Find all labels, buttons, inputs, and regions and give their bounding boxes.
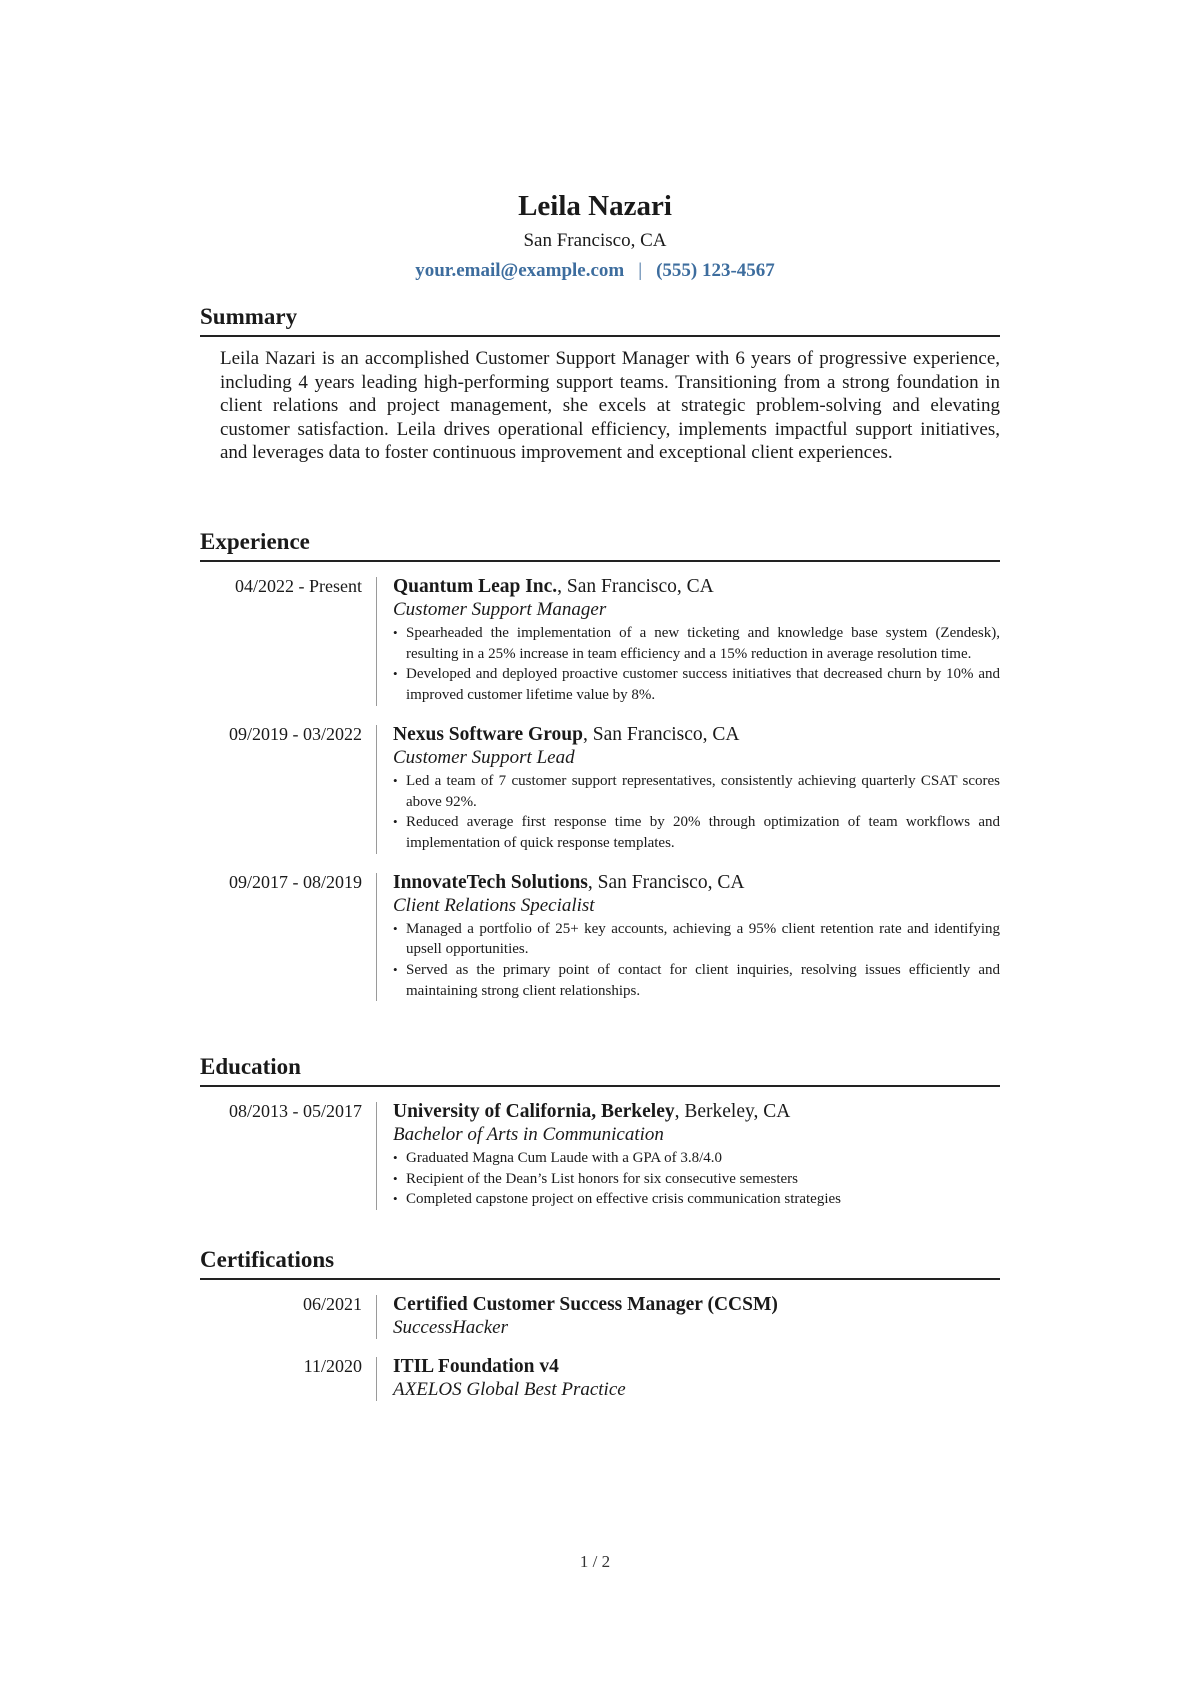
entry-role: Bachelor of Arts in Communication (393, 1124, 664, 1145)
organization-location: , San Francisco, CA (587, 871, 745, 893)
entry-role: Client Relations Specialist (393, 894, 595, 916)
education-entry (200, 1100, 1000, 1210)
entry-date: 06/2021 (302, 1294, 362, 1314)
bullet-item: • Graduated Magna Cum Laude with a GPA of 3.8/4.0 (393, 1148, 1000, 1169)
entry-date: 09/2019 - 03/2022 (229, 723, 362, 744)
certification-entry (200, 1355, 1000, 1401)
email-link[interactable]: your.email@example.com (415, 260, 625, 281)
bullet-item: • Developed and deployed proactive customer success initiatives that decreased churn by 10% and improved customer lifetime value by 8%. (393, 664, 1000, 705)
certification-name: Certified Customer Success Manager (CCSM) (393, 1294, 778, 1315)
certification-name: ITIL Foundation v4 (393, 1356, 559, 1377)
entry-bullets (393, 919, 1000, 1002)
entry-organization (393, 1100, 1000, 1123)
bullet-item: • Spearheaded the implementation of a new ticketing and knowledge base system (Zendesk), resulting in a 25% increase in team efficiency and a 15% reduction in average resolution time. (393, 623, 1000, 664)
education-section (200, 1053, 1000, 1210)
section-title-certifications: Certifications (200, 1246, 1000, 1280)
candidate-location: San Francisco, CA (523, 230, 667, 251)
entry-organization (393, 575, 1000, 598)
organization-name: University of California, Berkeley (393, 1101, 675, 1122)
entry-role: Customer Support Lead (393, 746, 575, 768)
organization-location: , Berkeley, CA (674, 1101, 791, 1122)
entry-organization (393, 723, 1000, 746)
candidate-name: Leila Nazari (518, 190, 672, 222)
organization-name: InnovateTech Solutions (393, 871, 588, 893)
organization-location: , San Francisco, CA (557, 576, 714, 597)
section-title-summary: Summary (200, 303, 1000, 337)
certification-issuer: SuccessHacker (393, 1317, 509, 1338)
organization-name: Quantum Leap Inc. (393, 576, 558, 597)
page-number: 1 / 2 (579, 1552, 611, 1571)
bullet-item: • Completed capstone project on effective crisis communication strategies (393, 1189, 1000, 1210)
entry-date: 04/2022 - Present (235, 576, 362, 596)
entry-date: 08/2013 - 05/2017 (229, 1101, 362, 1121)
organization-name: Nexus Software Group (393, 723, 583, 745)
entry-date: 09/2017 - 08/2019 (229, 871, 362, 892)
certification-issuer: AXELOS Global Best Practice (393, 1379, 626, 1400)
entry-bullets (393, 771, 1000, 854)
entry-role: Customer Support Manager (393, 599, 607, 620)
certification-entry (200, 1293, 1000, 1339)
bullet-item: • Reduced average first response time by 20% through optimization of team workflows and implementation of quick response templates. (393, 812, 1000, 853)
entry-date: 11/2020 (303, 1356, 362, 1376)
contact-separator: | (638, 260, 643, 281)
entry-organization (393, 871, 1000, 894)
contact-line (0, 258, 1190, 284)
experience-entry (200, 575, 1000, 706)
certifications-section (200, 1246, 1000, 1401)
bullet-item: • Served as the primary point of contact for client inquiries, resolving issues efficiently and maintaining strong client relationships. (393, 960, 1000, 1001)
entry-bullets (393, 1148, 1000, 1210)
phone-link[interactable]: (555) 123-4567 (656, 260, 775, 281)
experience-section (200, 528, 1000, 1001)
bullet-item: • Led a team of 7 customer support representatives, consistently achieving quarterly CSAT scores above 92%. (393, 771, 1000, 812)
experience-entry (200, 723, 1000, 854)
organization-location: , San Francisco, CA (582, 723, 740, 745)
summary-section (200, 303, 1000, 465)
summary-text: Leila Nazari is an accomplished Customer Support Manager with 6 years of progressive experience, including 4 years leading high-performing support teams. Transitioning from a strong foundation in client relations and project management, she excels at strategic problem-solving and elevating customer satisfaction. Leila drives operational efficiency, implements impactful support initiatives, and leverages data to foster continuous improvement and exceptional client experiences. (220, 348, 1000, 463)
entry-bullets (393, 623, 1000, 706)
resume-header (0, 188, 1190, 284)
bullet-item: • Managed a portfolio of 25+ key accounts, achieving a 95% client retention rate and identifying upsell opportunities. (393, 919, 1000, 960)
experience-entry (200, 871, 1000, 1002)
bullet-item: • Recipient of the Dean’s List honors for six consecutive semesters (393, 1169, 1000, 1190)
section-title-experience: Experience (200, 528, 1000, 562)
section-title-education: Education (200, 1053, 1000, 1087)
